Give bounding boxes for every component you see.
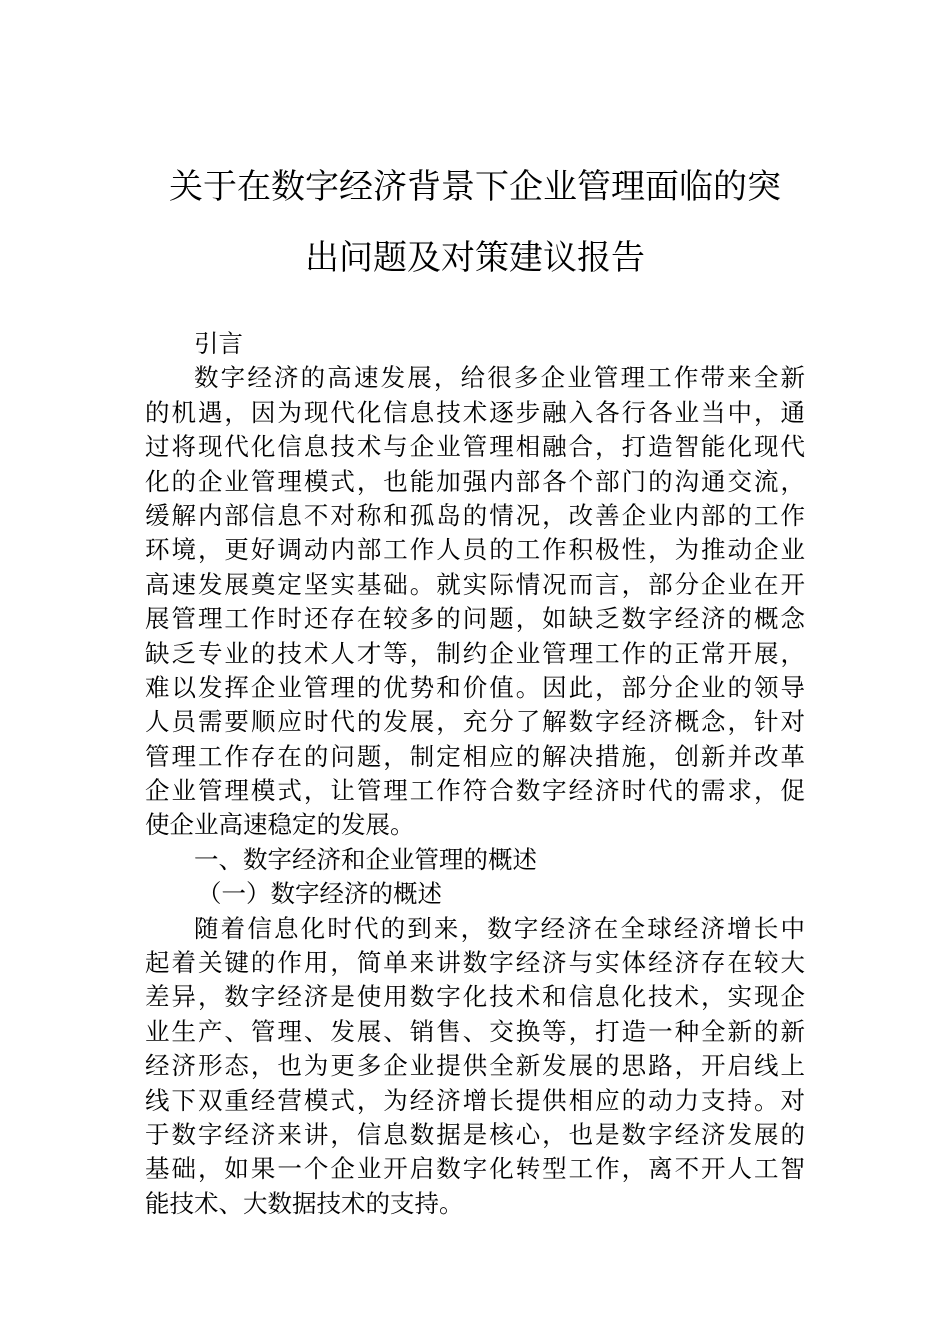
- paragraph-line: 起着关键的作用，简单来讲数字经济与实体经济存在较大: [145, 948, 805, 978]
- document-body: [145, 327, 805, 1221]
- document-title-line-2: 出问题及对策建议报告: [305, 238, 645, 278]
- paragraph-line: 缺乏专业的技术人才等，制约企业管理工作的正常开展，: [145, 638, 805, 668]
- paragraph-line: 过将现代化信息技术与企业管理相融合，打造智能化现代: [145, 432, 805, 462]
- paragraph-line: 基础，如果一个企业开启数字化转型工作，离不开人工智: [145, 1154, 805, 1184]
- paragraph-line: 使企业高速稳定的发展。: [145, 810, 415, 840]
- section-1-1-heading: （一）数字经济的概述: [197, 879, 442, 909]
- paragraph-line: 难以发挥企业管理的优势和价值。因此，部分企业的领导: [145, 672, 805, 702]
- paragraph-line: 于数字经济来讲，信息数据是核心，也是数字经济发展的: [145, 1119, 805, 1149]
- paragraph-line: 数字经济的高速发展，给很多企业管理工作带来全新: [194, 363, 805, 393]
- paragraph-line: 经济形态，也为更多企业提供全新发展的思路，开启线上: [145, 1051, 805, 1081]
- paragraph-line: 的机遇，因为现代化信息技术逐步融入各行各业当中，通: [145, 397, 805, 427]
- paragraph-line: 差异，数字经济是使用数字化技术和信息化技术，实现企: [145, 982, 805, 1012]
- paragraph-line: 随着信息化时代的到来，数字经济在全球经济增长中: [194, 913, 805, 943]
- paragraph-line: 高速发展奠定坚实基础。就实际情况而言，部分企业在开: [145, 569, 805, 599]
- paragraph-line: 企业管理模式，让管理工作符合数字经济时代的需求，促: [145, 776, 805, 806]
- paragraph-line: 缓解内部信息不对称和孤岛的情况，改善企业内部的工作: [145, 500, 805, 530]
- paragraph-line: 环境，更好调动内部工作人员的工作积极性，为推动企业: [145, 535, 805, 565]
- paragraph-line: 能技术、大数据技术的支持。: [145, 1188, 464, 1218]
- paragraph-line: 人员需要顺应时代的发展，充分了解数字经济概念，针对: [145, 707, 805, 737]
- paragraph-line: 管理工作存在的问题，制定相应的解决措施，创新并改革: [145, 741, 805, 771]
- paragraph-line: 展管理工作时还存在较多的问题，如缺乏数字经济的概念: [145, 604, 805, 634]
- paragraph-line: 线下双重经营模式，为经济增长提供相应的动力支持。对: [145, 1085, 805, 1115]
- paragraph-line: 化的企业管理模式，也能加强内部各个部门的沟通交流，: [145, 466, 805, 496]
- intro-heading: 引言: [194, 329, 243, 358]
- section-1-heading: 一、数字经济和企业管理的概述: [194, 844, 537, 874]
- document-title-line-1: 关于在数字经济背景下企业管理面临的突: [169, 167, 781, 207]
- paragraph-line: 业生产、管理、发展、销售、交换等，打造一种全新的新: [145, 1016, 805, 1046]
